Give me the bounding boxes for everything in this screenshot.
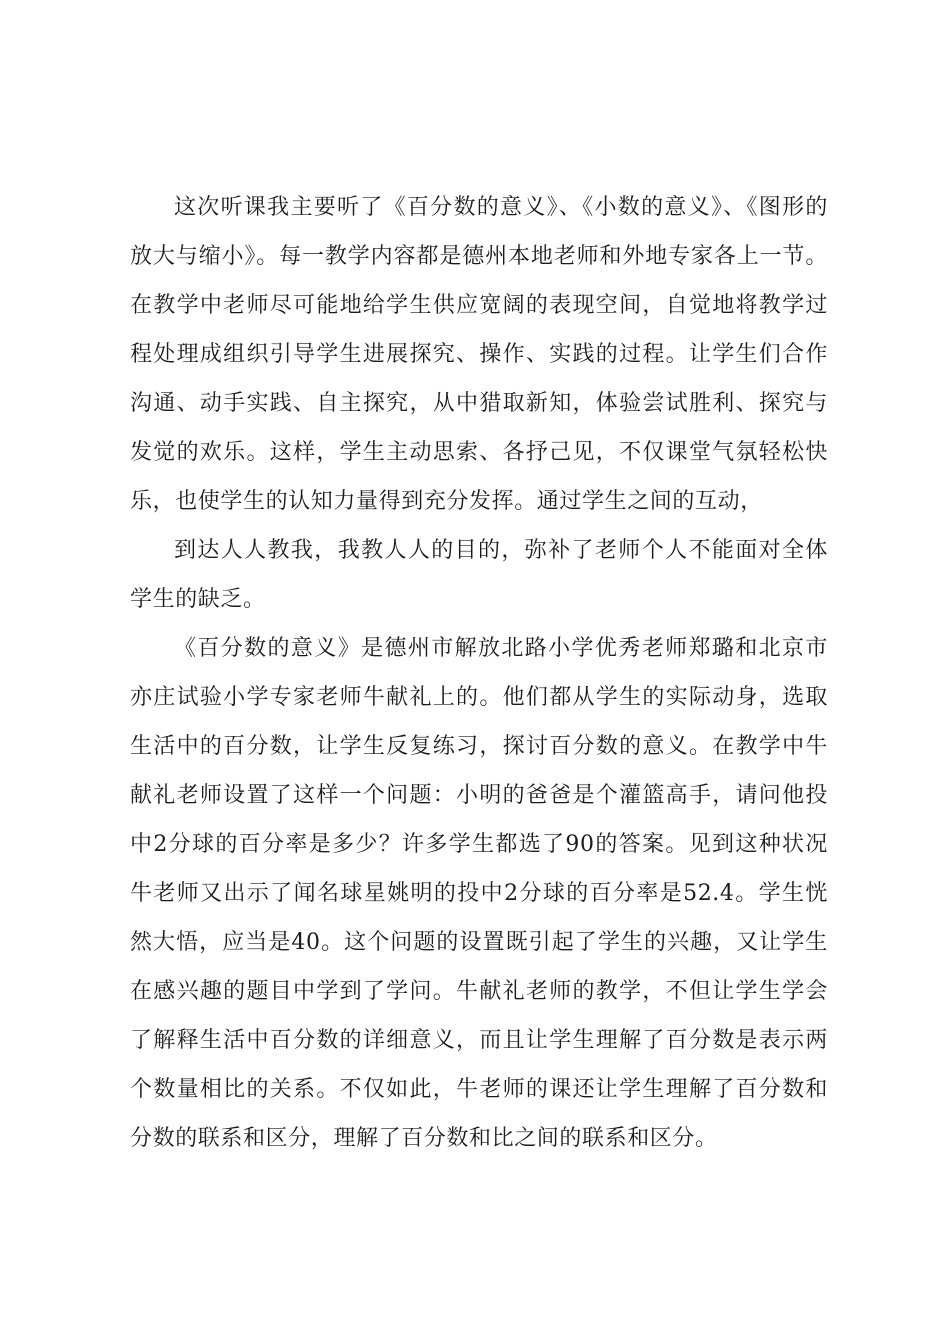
paragraph-interaction-goal: 到达人人教我，我教人人的目的，弥补了老师个人不能面对全体学生的缺乏。 bbox=[130, 538, 828, 612]
paragraph-lesson-overview: 这次听课我主要听了《百分数的意义》、《小数的意义》、《图形的放大与缩小》。每一教学内容都是德州本地老师和外地专家各上一节。在教学中老师尽可能地给学生供应宽阔的表现空间，自觉地将教学过程处理成组织引导学生进展探究、操作、实践的过程。让学生们合作沟通、动手实践、自主探究，从中猎取新知，体验尝试胜利、探究与发觉的欢乐。这样，学生主动思索、各抒己见，不仅课堂气氛轻松快乐，也使学生的认知力量得到充分发挥。通过学生之间的互动， bbox=[130, 195, 828, 514]
document-body bbox=[130, 183, 828, 1163]
paragraph-percentage-lesson: 《百分数的意义》是德州市解放北路小学优秀老师郑璐和北京市亦庄试验小学专家老师牛献礼上的。他们都从学生的实际动身，选取生活中的百分数，让学生反复练习，探讨百分数的意义。在教学中牛献礼老师设置了这样一个问题：小明的爸爸是个灌篮高手，请问他投中2分球的百分率是多少？许多学生都选了90的答案。见到这种状况牛老师又出示了闻名球星姚明的投中2分球的百分率是52.4。学生恍然大悟，应当是40。这个问题的设置既引起了学生的兴趣，又让学生在感兴趣的题目中学到了学问。牛献礼老师的教学，不但让学生学会了解释生活中百分数的详细意义，而且让学生理解了百分数是表示两个数量相比的关系。不仅如此，牛老师的课还让学生理解了百分数和分数的联系和区分，理解了百分数和比之间的联系和区分。 bbox=[130, 636, 828, 1151]
